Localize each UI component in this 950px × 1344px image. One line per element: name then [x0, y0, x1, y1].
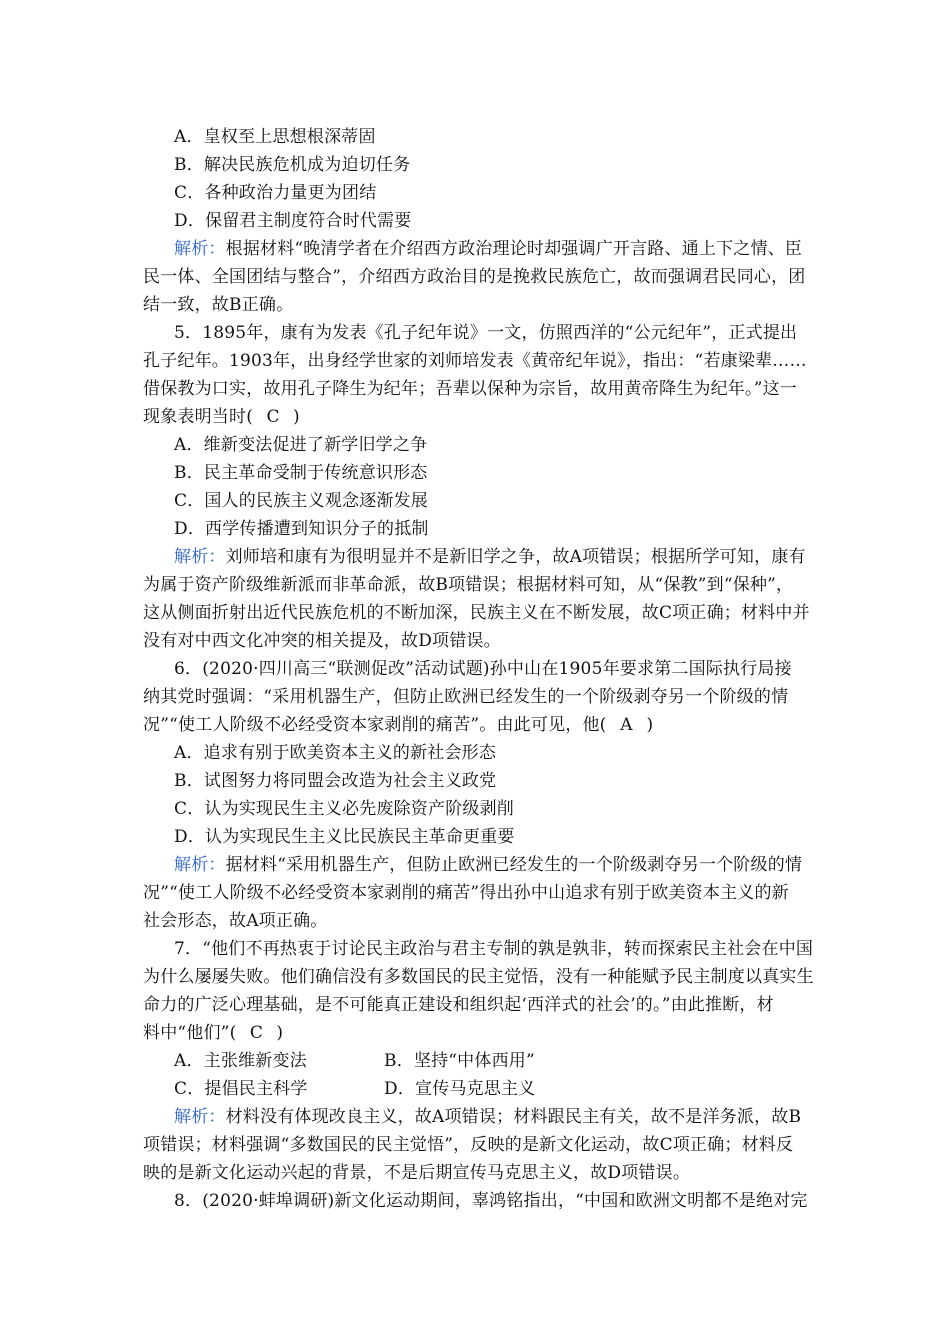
q4-analysis-line-1: 解析：根据材料“晚清学者在介绍西方政治理论时却强调广开言路、通上下之情、臣 — [174, 239, 803, 259]
analysis-label: 解析： — [174, 239, 226, 259]
q5-stem-line-2: 孔子纪年。1903年，出身经学世家的刘师培发表《黄帝纪年说》，指出：“若康梁辈…… — [143, 351, 807, 371]
q5-analysis-line-2: 为属于资产阶级维新派而非革命派，故B项错误；根据材料可知，从“保教”到“保种”， — [143, 575, 794, 595]
q7-stem-line-4: 料中“他们”( C ) — [143, 1023, 284, 1043]
q5-answer: C — [266, 407, 280, 427]
q6-stem-line-2: 纳其党时强调：“采用机器生产，但防止欧洲已经发生的一个阶级剥夺另一个阶级的情 — [143, 687, 789, 707]
analysis-label: 解析： — [174, 855, 226, 875]
q5-option-c: C．国人的民族主义观念逐渐发展 — [174, 491, 429, 511]
q7-stem-line-3: 命力的广泛心理基础，是不可能真正建设和组织起‘西洋式的社会’的。”由此推断，材 — [143, 995, 774, 1015]
q5-stem-line-4: 现象表明当时( C ) — [143, 407, 300, 427]
q4-analysis-line-2: 民一体、全国团结与整合”，介绍西方政治目的是挽救民族危亡，故而强调君民同心，团 — [143, 267, 806, 287]
q5-analysis-line-3: 这从侧面折射出近代民族危机的不断加深，民族主义在不断发展，故C项正确；材料中并 — [143, 603, 810, 623]
q7-stem-line-2: 为什么屡屡失败。他们确信没有多数国民的民主觉悟，没有一种能赋予民主制度以真实生 — [143, 967, 814, 987]
q7-stem-line-1: 7．“他们不再热衷于讨论民主政治与君主专制的孰是孰非，转而探索民主社会在中国 — [174, 939, 814, 959]
q5-analysis-line-4: 没有对中西文化冲突的相关提及，故D项错误。 — [143, 631, 501, 651]
analysis-label: 解析： — [174, 1107, 226, 1127]
q5-option-a: A．维新变法促进了新学旧学之争 — [174, 435, 428, 455]
q6-answer: A — [620, 715, 633, 735]
q5-stem-line-1: 5．1895年，康有为发表《孔子纪年说》一文，仿照西洋的“公元纪年”，正式提出 — [174, 323, 798, 343]
q7-analysis-line-2: 项错误；材料强调“多数国民的民主觉悟”，反映的是新文化运动，故C项正确；材料反 — [143, 1135, 794, 1155]
q6-analysis-line-1: 解析：据材料“采用机器生产，但防止欧洲已经发生的一个阶级剥夺另一个阶级的情 — [174, 855, 803, 875]
q7-option-d: D．宣传马克思主义 — [384, 1079, 536, 1099]
q7-option-a: A．主张维新变法 — [174, 1051, 307, 1071]
q5-analysis-line-1: 解析：刘师培和康有为很明显并不是新旧学之争，故A项错误；根据所学可知，康有 — [174, 547, 806, 567]
q7-option-c: C．提倡民主科学 — [174, 1079, 308, 1099]
q5-stem-line-3: 借保教为口实，故用孔子降生为纪年；吾辈以保种为宗旨，故用黄帝降生为纪年。”这一 — [143, 379, 797, 399]
q8-stem-line-1: 8．(2020·蚌埠调研)新文化运动期间，辜鸿铭指出，“中国和欧洲文明都不是绝对完 — [174, 1191, 808, 1211]
q5-option-b: B．民主革命受制于传统意识形态 — [174, 463, 428, 483]
q6-stem-line-3: 况”“使工人阶级不必经受资本家剥削的痛苦”。由此可见，他( A ) — [143, 715, 654, 735]
q6-option-a: A．追求有别于欧美资本主义的新社会形态 — [174, 743, 497, 763]
q6-option-b: B．试图努力将同盟会改造为社会主义政党 — [174, 771, 497, 791]
q4-option-b: B．解决民族危机成为迫切任务 — [174, 155, 411, 175]
q6-stem-line-1: 6．(2020·四川高三“联测促改”活动试题)孙中山在1905年要求第二国际执行局接 — [174, 659, 792, 679]
q7-option-b: B．坚持“中体西用” — [384, 1051, 535, 1071]
q7-answer: C — [249, 1023, 264, 1043]
analysis-label: 解析： — [174, 547, 226, 567]
q5-option-d: D．西学传播遭到知识分子的抵制 — [174, 519, 429, 539]
q7-analysis-line-1: 解析：材料没有体现改良主义，故A项错误；材料跟民主有关，故不是洋务派，故B — [174, 1107, 802, 1127]
q4-analysis-line-3: 结一致，故B正确。 — [143, 295, 294, 315]
q6-analysis-line-2: 况”“使工人阶级不必经受资本家剥削的痛苦”得出孙中山追求有别于欧美资本主义的新 — [143, 883, 789, 903]
q4-option-c: C．各种政治力量更为团结 — [174, 183, 377, 203]
q4-option-a: A．皇权至上思想根深蒂固 — [174, 127, 376, 147]
q6-option-d: D．认为实现民生主义比民族民主革命更重要 — [174, 827, 515, 847]
q4-option-d: D．保留君主制度符合时代需要 — [174, 211, 412, 231]
q6-option-c: C．认为实现民生主义必先废除资产阶级剥削 — [174, 799, 515, 819]
q6-analysis-line-3: 社会形态，故A项正确。 — [143, 911, 328, 931]
q7-analysis-line-3: 映的是新文化运动兴起的背景，不是后期宣传马克思主义，故D项错误。 — [143, 1163, 691, 1183]
